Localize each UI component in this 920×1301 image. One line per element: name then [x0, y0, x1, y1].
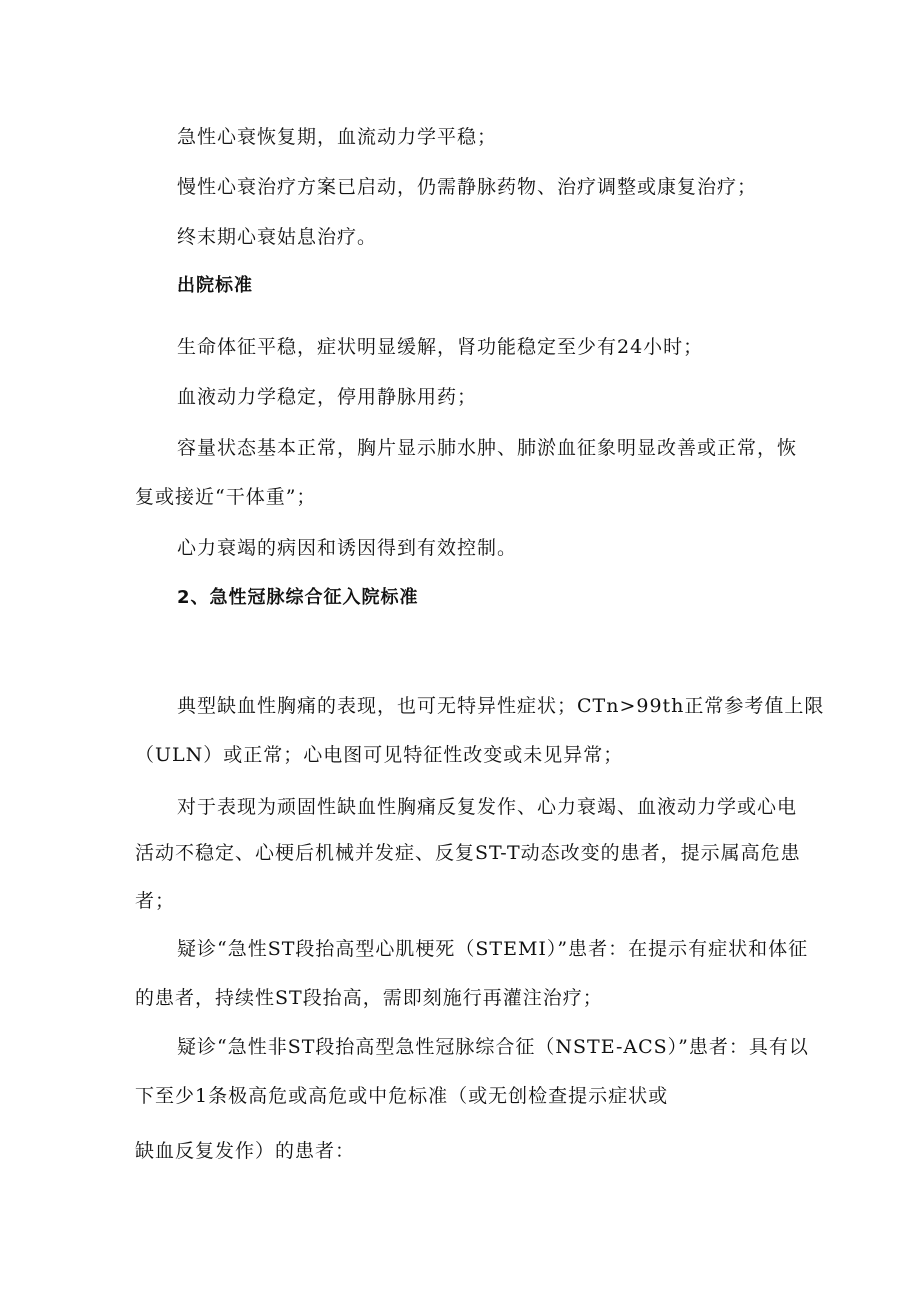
text-line: 心力衰竭的病因和诱因得到有效控制。 [177, 537, 518, 559]
text-line: （ULN）或正常；心电图可见特征性改变或未见异常； [135, 744, 624, 766]
text-line: 者； [135, 890, 176, 912]
text-line: 的患者，持续性ST段抬高，需即刻施行再灌注治疗； [135, 987, 603, 1009]
text-line: 典型缺血性胸痛的表现，也可无特异性症状；CTn>99th正常参考值上限 [177, 695, 825, 717]
text-line: 急性心衰恢复期，血流动力学平稳； [177, 126, 498, 148]
text-line: 容量状态基本正常，胸片显示肺水肿、肺淤血征象明显改善或正常，恢 [177, 437, 798, 459]
text-line: 疑诊“急性非ST段抬高型急性冠脉综合征（NSTE-ACS）”患者：具有以 [177, 1036, 809, 1058]
text-line: 疑诊“急性ST段抬高型心肌梗死（STEMI）”患者：在提示有症状和体征 [177, 938, 809, 960]
section-heading: 2、急性冠脉综合征入院标准 [177, 587, 419, 608]
text-line: 慢性心衰治疗方案已启动，仍需静脉药物、治疗调整或康复治疗； [177, 176, 758, 198]
text-line: 复或接近“干体重”； [135, 486, 317, 508]
text-line: 活动不稳定、心梗后机械并发症、反复ST-T动态改变的患者，提示属高危患 [135, 842, 801, 864]
text-line: 生命体征平稳，症状明显缓解，肾功能稳定至少有24小时； [177, 336, 704, 358]
text-line: 对于表现为顽固性缺血性胸痛反复发作、心力衰竭、血液动力学或心电 [177, 796, 798, 818]
text-line: 缺血反复发作）的患者： [135, 1140, 356, 1162]
text-line: 下至少1条极高危或高危或中危标准（或无创检查提示症状或 [135, 1085, 669, 1107]
text-line: 终末期心衰姑息治疗。 [177, 226, 378, 248]
section-heading: 出院标准 [177, 275, 253, 296]
text-line: 血液动力学稳定，停用静脉用药； [177, 386, 478, 408]
